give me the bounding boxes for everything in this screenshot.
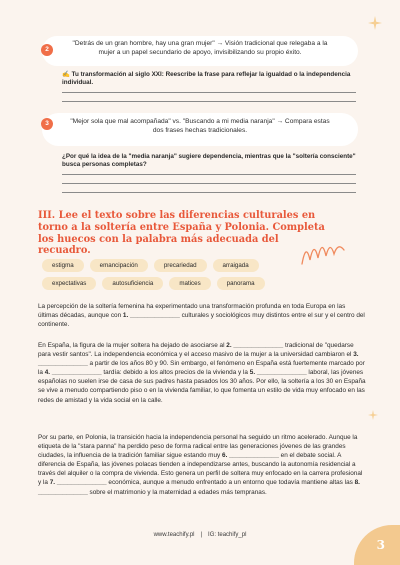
quote-box-2 (42, 36, 358, 66)
exercise-number-badge-2: 2 (41, 44, 53, 56)
gap-3[interactable]: 3. ______________ (38, 351, 359, 368)
paragraph-text: La percepción de la soltería femenina ha experimentado una transformación profunda en toda Europa en las últimas décadas, aunque con (38, 303, 346, 320)
paragraph-text: tradicional de "quedarse para vestir santos". La independencia económica y el acceso masivo de la mujer a la universidad cambiaron el (38, 342, 354, 359)
paragraph-text: económica, aunque a menudo enfrentado a un entorno que todavía mantiene altas las (106, 479, 355, 487)
word-chip: panorama (217, 277, 265, 290)
answer-line[interactable] (62, 183, 356, 184)
paragraph-text: en el debate social. A diferencia de España, las jóvenes polacas tienden a independizarse antes, buscando la autonomía residencial a través del alquiler o la compra de vivienda. Esto genera un perfil de soltera muy enfocado en la carrera profesional y la (38, 452, 363, 487)
word-chip: emancipación (90, 259, 148, 272)
paragraph-text: culturales y sociológicos muy distintos entre el sur y el centro del continente. (38, 312, 365, 329)
paragraph-2 (38, 341, 366, 405)
sparkle-icon (368, 16, 382, 30)
word-chip: estigma (42, 259, 84, 272)
paragraph-3 (38, 433, 366, 497)
word-chip: autosuficiencia (102, 277, 163, 290)
task-prompt-2 (62, 71, 356, 88)
gap-5[interactable]: 5. ______________ (249, 369, 307, 377)
task-text-3: ¿Por qué la idea de la "media naranja" sugiere dependencia, mientras que la "soltería consciente" busca personas completas? (62, 153, 356, 169)
answer-line[interactable] (62, 174, 356, 175)
word-chip: precariedad (154, 259, 207, 272)
website-link[interactable]: www.teachify.pl (153, 532, 195, 538)
task-text-2: Tu transformación al siglo XXI: Reescribe la frase para reflejar la igualdad o la independencia individual. (62, 71, 351, 87)
paragraph-1 (38, 302, 366, 329)
answer-line[interactable] (62, 101, 356, 102)
quote-text-2: "Detrás de un gran hombre, hay una gran mujer" → Visión tradicional que relegaba a la mujer a un papel secundario de apoyo, invisibilizando su propio éxito. (72, 40, 328, 56)
word-chip: expectativas (42, 277, 96, 290)
word-chip: arraigada (213, 259, 259, 272)
paragraph-text: laboral, las jóvenes españolas no suelen irse de casa de sus padres hasta pasados los 30 años. Por ello, la soltería a los 30 en España se vive a menudo compartiendo piso o en la vivienda familiar, lo que fomenta un estilo de vida muy enfocado en las redes de amistad y la vida social en la calle. (38, 369, 366, 404)
quote-text-3: "Mejor sola que mal acompañada" vs. "Buscando a mi media naranja" → Compara estas dos frases hechas tradicionales. (70, 118, 330, 134)
paragraph-text: Por su parte, en Polonia, la transición hacia la independencia personal ha seguido un ritmo acelerado. Aunque la etiqueta de la "stara panna" ha perdido peso de forma radical entre las generaciones jóvenes de las grandes ciudades, la influencia de la tradición familiar sigue estando muy (38, 434, 358, 460)
quote-box-3 (42, 113, 358, 146)
sparkle-icon (368, 410, 378, 420)
section-title: III. Lee el texto sobre las diferencias culturales en torno a la soltería entre España y Polonia. Completa los huecos con la palabra más adecuada del recuadro. (38, 210, 325, 257)
exercise-number-badge-3: 3 (41, 118, 53, 130)
paragraph-text: sobre el matrimonio y la maternidad a edades más tempranas. (87, 488, 267, 496)
instagram-handle[interactable]: IG: teachify_pl (208, 532, 247, 538)
gap-2[interactable]: 2. ______________ (226, 342, 284, 349)
writing-hand-icon: ✍️ (62, 71, 70, 78)
gap-4[interactable]: 4. ______________ (44, 369, 102, 377)
gap-1[interactable]: 1. ______________ (122, 312, 180, 320)
paragraph-text: tardía: debido a los altos precios de la vivienda y la (101, 369, 250, 377)
paragraph-text: En España, la figura de la mujer soltera ha dejado de asociarse al (38, 342, 227, 349)
footer (0, 532, 400, 538)
word-bank-row-1 (42, 259, 362, 272)
paragraph-text: a partir de los años 80 y 90. Sin embargo, el fenómeno en España está fuertemente marcado por la (38, 360, 365, 377)
gap-7[interactable]: 7. ______________ (49, 479, 107, 487)
answer-line[interactable] (62, 92, 356, 93)
gap-6[interactable]: 6. ______________ (222, 452, 279, 460)
word-chip: matices (169, 277, 210, 290)
gap-8[interactable]: 8. ______________ (38, 479, 360, 496)
word-bank-row-2 (42, 277, 362, 290)
answer-line[interactable] (62, 192, 356, 193)
page-number: 3 (376, 538, 385, 552)
footer-separator: | (200, 532, 203, 538)
